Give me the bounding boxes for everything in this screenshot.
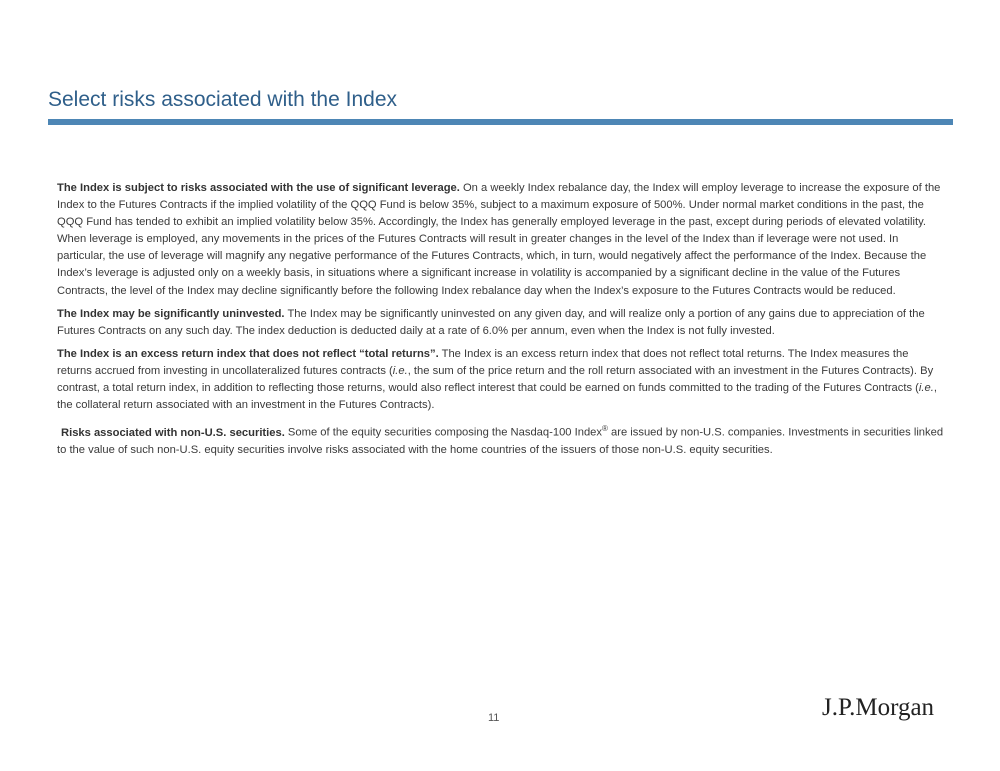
paragraph-lead: Risks associated with non-U.S. securities. [61,426,285,439]
paragraph-text: Some of the equity securities composing the Nasdaq-100 Index [284,426,602,439]
page-number: 11 [488,712,500,724]
paragraph-text: The Index is an excess return index that does not reflect total returns. The Index measures the returns accrued from investing in uncollateralized futures contracts ( [57,347,909,377]
body-content [57,180,945,465]
paragraph-lead: The Index is subject to risks associated with the use of significant leverage. [57,182,460,194]
paragraph-uninvested-risk [57,306,945,340]
paragraph-text: are issued by non-U.S. companies. Investments in securities linked to the value of such non-U.S. equity securities involve risks associated with the home countries of the issuers of those non-U.S. equity securities. [57,426,944,457]
paragraph-lead: The Index is an excess return index that does not reflect “total returns”. [57,347,439,360]
registered-mark: ® [602,424,608,434]
paragraph-excess-return-risk [57,346,945,414]
paragraph-text: The Index may be significantly uninvested on any given day, and will realize only a portion of any gains due to appreciation of the Futures Contracts on any such day. The index deduction is deducted daily at a rate of 6.0% per annum, even when the Index is not fully invested. [57,307,925,337]
paragraph-text: , the sum of the price return and the roll return associated with an investment in the Futures Contracts). By contrast, a total return index, in addition to reflecting those returns, would also reflect interest that could be earned on funds committed to the trading of the Futures Contracts ( [57,364,934,395]
paragraph-italic: i.e. [918,382,934,395]
paragraph-text: On a weekly Index rebalance day, the Index will employ leverage to increase the exposure of the Index to the Futures Contracts if the implied volatility of the QQQ Fund is below 35%, subject to a maximum exposure of 500%. Under normal market conditions in the past, the QQQ Fund has tended to exhibit an implied volatility below 35%. Accordingly, the Index has generally employed leverage in the past, except during periods of elevated volatility. When leverage is employed, any movements in the prices of the Futures Contracts will result in greater changes in the level of the Index than if leverage were not used. In particular, the use of leverage will magnify any negative performance of the Futures Contracts, which, in turn, would negatively affect the performance of the Index. Because the Index’s leverage is adjusted only on a weekly basis, in situations where a significant increase in volatility is accompanied by a significant decline in the value of the Futures Contracts, the level of the Index may decline significantly before the following Index rebalance day when the Index’s exposure to the Futures Contracts would be reduced. [57,182,941,297]
paragraph-non-us-risk [57,420,945,459]
jpmorgan-logo: J.P.Morgan [822,694,935,721]
paragraph-lead: The Index may be significantly uninvested. [57,307,285,320]
paragraph-leverage-risk [57,180,945,300]
paragraph-italic: i.e. [392,364,408,377]
page-title: Select risks associated with the Index [48,88,398,111]
title-divider [48,119,953,125]
paragraph-text: , the collateral return associated with an investment in the Futures Contracts). [57,382,937,412]
